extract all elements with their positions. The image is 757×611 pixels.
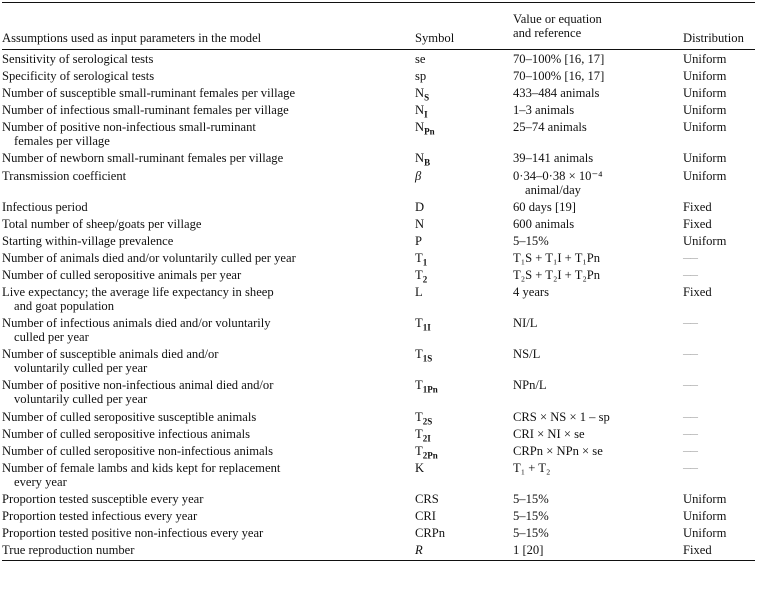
symbol-text: T [415,409,423,424]
value-text: 25–74 animals [513,120,587,135]
assumption-text: Number of female lambs and kids kept for replacement [2,460,281,475]
assumption-text: Number of animals died and/or voluntarily culled per year [2,250,296,265]
assumption-text: Number of susceptible small-ruminant females per village [2,86,296,101]
value-text: CRS × NS × 1 – sp [513,409,610,424]
table-row [2,492,755,509]
assumption-text: True reproduction number [2,543,135,558]
symbol-cell [415,268,427,287]
value-text: 1 [20] [513,543,544,558]
bottom-rule [2,560,755,561]
table-row [2,151,755,168]
value-text: CRI × NI × se [513,426,585,441]
value-text: CRPn × NPn × se [513,443,603,458]
assumption-cell [2,234,407,248]
assumption-cell [2,509,407,523]
table-row [2,120,755,151]
symbol-cell [415,217,424,231]
symbol-text: N [415,120,425,135]
value-cell [513,427,585,441]
assumption-cell [2,103,407,117]
symbol-cell [415,526,445,540]
distribution-cell: —— [683,445,697,455]
value-text: T₁ + T₂ [513,460,551,475]
distribution-cell: —— [683,380,697,390]
assumption-cell [2,120,407,148]
value-cell [513,251,600,265]
assumption-text: Number of culled seropositive non-infectious animals [2,443,274,458]
distribution-cell: Uniform [683,168,727,183]
distribution-cell: Uniform [683,526,727,541]
assumption-text: Starting within-village prevalence [2,233,174,248]
value-cell [513,200,576,214]
symbol-cell [415,316,431,335]
symbol-subscript: 2I [422,433,431,444]
table-row [2,378,755,409]
table-row [2,526,755,543]
value-cell [513,461,550,475]
table-row [2,251,755,268]
value-text: 70–100% [16, 17] [513,69,605,84]
symbol-cell [415,234,422,248]
assumption-text: Total number of sheep/goats per village [2,216,202,231]
assumption-cell [2,410,407,424]
distribution-cell: Fixed [683,543,712,558]
value-text: NPn/L [513,378,547,393]
assumption-text-cont: and goat population [14,299,115,314]
value-cell [513,52,604,66]
symbol-text: T [415,426,423,441]
assumption-text: Proportion tested susceptible every year [2,491,204,506]
distribution-cell: Uniform [683,103,727,118]
assumption-text: Infectious period [2,199,88,214]
value-cell [513,378,547,392]
symbol-cell [415,86,429,105]
distribution-cell: —— [683,349,697,359]
value-text-cont: animal/day [525,182,581,197]
distribution-cell: Uniform [683,120,727,135]
distribution-cell: Fixed [683,216,712,231]
value-text: 4 years [513,285,550,300]
value-cell [513,543,543,557]
assumption-text: Number of infectious animals died and/or voluntarily [2,316,271,331]
assumption-text: Number of infectious small-ruminant females per village [2,103,289,118]
assumption-text: Live expectancy; the average life expectancy in sheep [2,285,274,300]
value-text: NS/L [513,347,541,362]
symbol-text: T [415,443,423,458]
assumption-cell [2,461,407,489]
assumption-cell [2,444,407,458]
distribution-cell: Uniform [683,69,727,84]
assumption-cell [2,151,407,165]
table-row [2,316,755,347]
header-value [513,12,602,40]
symbol-text: T [415,316,423,331]
distribution-cell: Uniform [683,151,727,166]
assumption-text: Number of newborn small-ruminant females per village [2,151,284,166]
symbol-cell [415,69,426,83]
symbol-cell [415,509,436,523]
symbol-text: N [415,151,425,166]
assumption-text: Sensitivity of serological tests [2,52,154,66]
value-cell [513,234,549,248]
value-cell [513,103,574,117]
assumption-text: Number of culled seropositive infectious animals [2,426,250,441]
assumption-cell [2,316,407,344]
assumption-text-cont: voluntarily culled per year [14,361,148,376]
value-text: 60 days [19] [513,199,576,214]
header-symbol: Symbol [415,31,455,45]
value-cell [513,86,599,100]
symbol-cell [415,378,438,397]
value-text: 1–3 animals [513,103,575,118]
symbol-text: CRS [415,491,439,506]
value-text: 70–100% [16, 17] [513,52,605,66]
assumption-cell [2,268,407,282]
assumption-text: Specificity of serological tests [2,69,155,84]
symbol-subscript: 2S [422,416,433,427]
value-text: T₂S + T₂I + T₂Pn [513,268,601,283]
symbol-cell [415,427,431,446]
symbol-cell [415,285,423,299]
distribution-cell: —— [683,318,697,328]
distribution-cell: Fixed [683,199,712,214]
table-row [2,347,755,378]
table-row [2,234,755,251]
symbol-text: T [415,378,423,393]
symbol-text: T [415,268,423,283]
table-row [2,543,755,560]
parameter-table [2,2,755,561]
symbol-subscript: 1S [422,353,433,364]
table-body [2,50,755,560]
symbol-text: CRI [415,508,436,523]
value-cell [513,492,549,506]
table-header [2,3,755,49]
symbol-text: se [415,52,426,66]
value-cell [513,410,610,424]
assumption-text: Proportion tested positive non-infectious every year [2,526,264,541]
assumption-cell [2,347,407,375]
header-value-line1: Value or equation [513,12,602,26]
symbol-cell [415,444,438,463]
symbol-cell [415,120,435,139]
distribution-cell: Uniform [683,508,727,523]
value-text: NI/L [513,316,538,331]
value-cell [513,120,587,134]
assumption-text-cont: females per village [14,134,110,149]
symbol-subscript: 2 [422,274,428,285]
value-cell [513,169,603,197]
table-row [2,427,755,444]
symbol-cell [415,347,432,366]
distribution-cell: —— [683,270,697,280]
symbol-text: P [415,233,423,248]
value-text: 433–484 animals [513,86,600,101]
value-text: 5–15% [513,233,549,248]
table-row [2,217,755,234]
value-cell [513,444,603,458]
assumption-cell [2,200,407,214]
table-row [2,461,755,492]
value-text: 39–141 animals [513,151,594,166]
symbol-subscript: 1 [422,257,428,268]
table-row [2,268,755,285]
table-row [2,285,755,316]
assumption-cell [2,492,407,506]
assumption-text-cont: every year [14,474,67,489]
symbol-subscript: Pn [424,126,435,137]
distribution-cell: Uniform [683,52,727,66]
symbol-subscript: I [424,109,428,120]
value-cell [513,69,604,83]
value-text: 0·34–0·38 × 10⁻⁴ [513,168,603,183]
symbol-subscript: 2Pn [422,450,438,461]
header-distribution: Distribution [683,31,744,45]
table-row [2,200,755,217]
assumption-cell [2,285,407,313]
assumption-text-cont: culled per year [14,330,89,345]
distribution-cell: —— [683,411,697,421]
symbol-text: D [415,199,425,214]
assumption-cell [2,526,407,540]
symbol-subscript: S [424,92,430,103]
table-row [2,410,755,427]
header-value-line2: and reference [513,26,582,40]
distribution-cell: —— [683,428,697,438]
assumption-cell [2,543,407,557]
value-text: 600 animals [513,216,575,231]
value-cell [513,285,549,299]
distribution-cell: Fixed [683,285,712,300]
distribution-cell: —— [683,462,697,472]
table-row [2,169,755,200]
assumption-cell [2,52,407,66]
assumption-text-cont: voluntarily culled per year [14,392,148,407]
symbol-text: N [415,86,425,101]
symbol-subscript: B [424,157,431,168]
symbol-cell [415,151,430,170]
value-text: 5–15% [513,508,549,523]
table-row [2,103,755,120]
distribution-cell: Uniform [683,86,727,101]
value-cell [513,151,593,165]
assumption-cell [2,69,407,83]
assumption-text: Transmission coefficient [2,168,127,183]
symbol-text: K [415,460,425,475]
table-row [2,86,755,103]
header-assumptions: Assumptions used as input parameters in the model [2,31,262,45]
symbol-cell [415,492,439,506]
symbol-text: L [415,285,423,300]
assumption-cell [2,86,407,100]
assumption-text: Number of positive non-infectious small-ruminant [2,120,256,135]
symbol-text: N [415,103,425,118]
value-cell [513,526,549,540]
symbol-cell [415,52,426,66]
distribution-cell: Uniform [683,491,727,506]
symbol-text: T [415,347,423,362]
symbol-subscript: 1Pn [422,384,438,395]
symbol-cell [415,103,428,122]
assumption-text: Number of susceptible animals died and/or [2,347,219,362]
assumption-text: Number of culled seropositive animals per year [2,268,242,283]
symbol-text: N [415,216,425,231]
symbol-text: T [415,250,423,265]
symbol-cell [415,410,432,429]
symbol-subscript: 1I [422,322,431,333]
symbol-cell [415,251,427,270]
table-row [2,52,755,69]
assumption-cell [2,169,407,183]
assumption-text: Proportion tested infectious every year [2,508,198,523]
value-cell [513,316,537,330]
symbol-cell [415,169,421,183]
value-cell [513,347,540,361]
symbol-text: R [415,543,423,558]
symbol-text: sp [415,69,427,84]
value-text: 5–15% [513,526,549,541]
value-text: 5–15% [513,491,549,506]
assumption-cell [2,217,407,231]
assumption-text: Number of culled seropositive susceptible animals [2,409,257,424]
distribution-cell: Uniform [683,233,727,248]
assumption-cell [2,427,407,441]
value-text: T₁S + T₁I + T₁Pn [513,250,601,265]
symbol-text: β [415,168,422,183]
table-row [2,69,755,86]
table-row [2,509,755,526]
symbol-cell [415,461,424,475]
value-cell [513,217,574,231]
value-cell [513,268,600,282]
symbol-cell [415,543,423,557]
symbol-cell [415,200,424,214]
assumption-text: Number of positive non-infectious animal died and/or [2,378,274,393]
assumption-cell [2,378,407,406]
assumption-cell [2,251,407,265]
table-row [2,444,755,461]
distribution-cell: —— [683,252,697,262]
symbol-text: CRPn [415,526,446,541]
value-cell [513,509,549,523]
